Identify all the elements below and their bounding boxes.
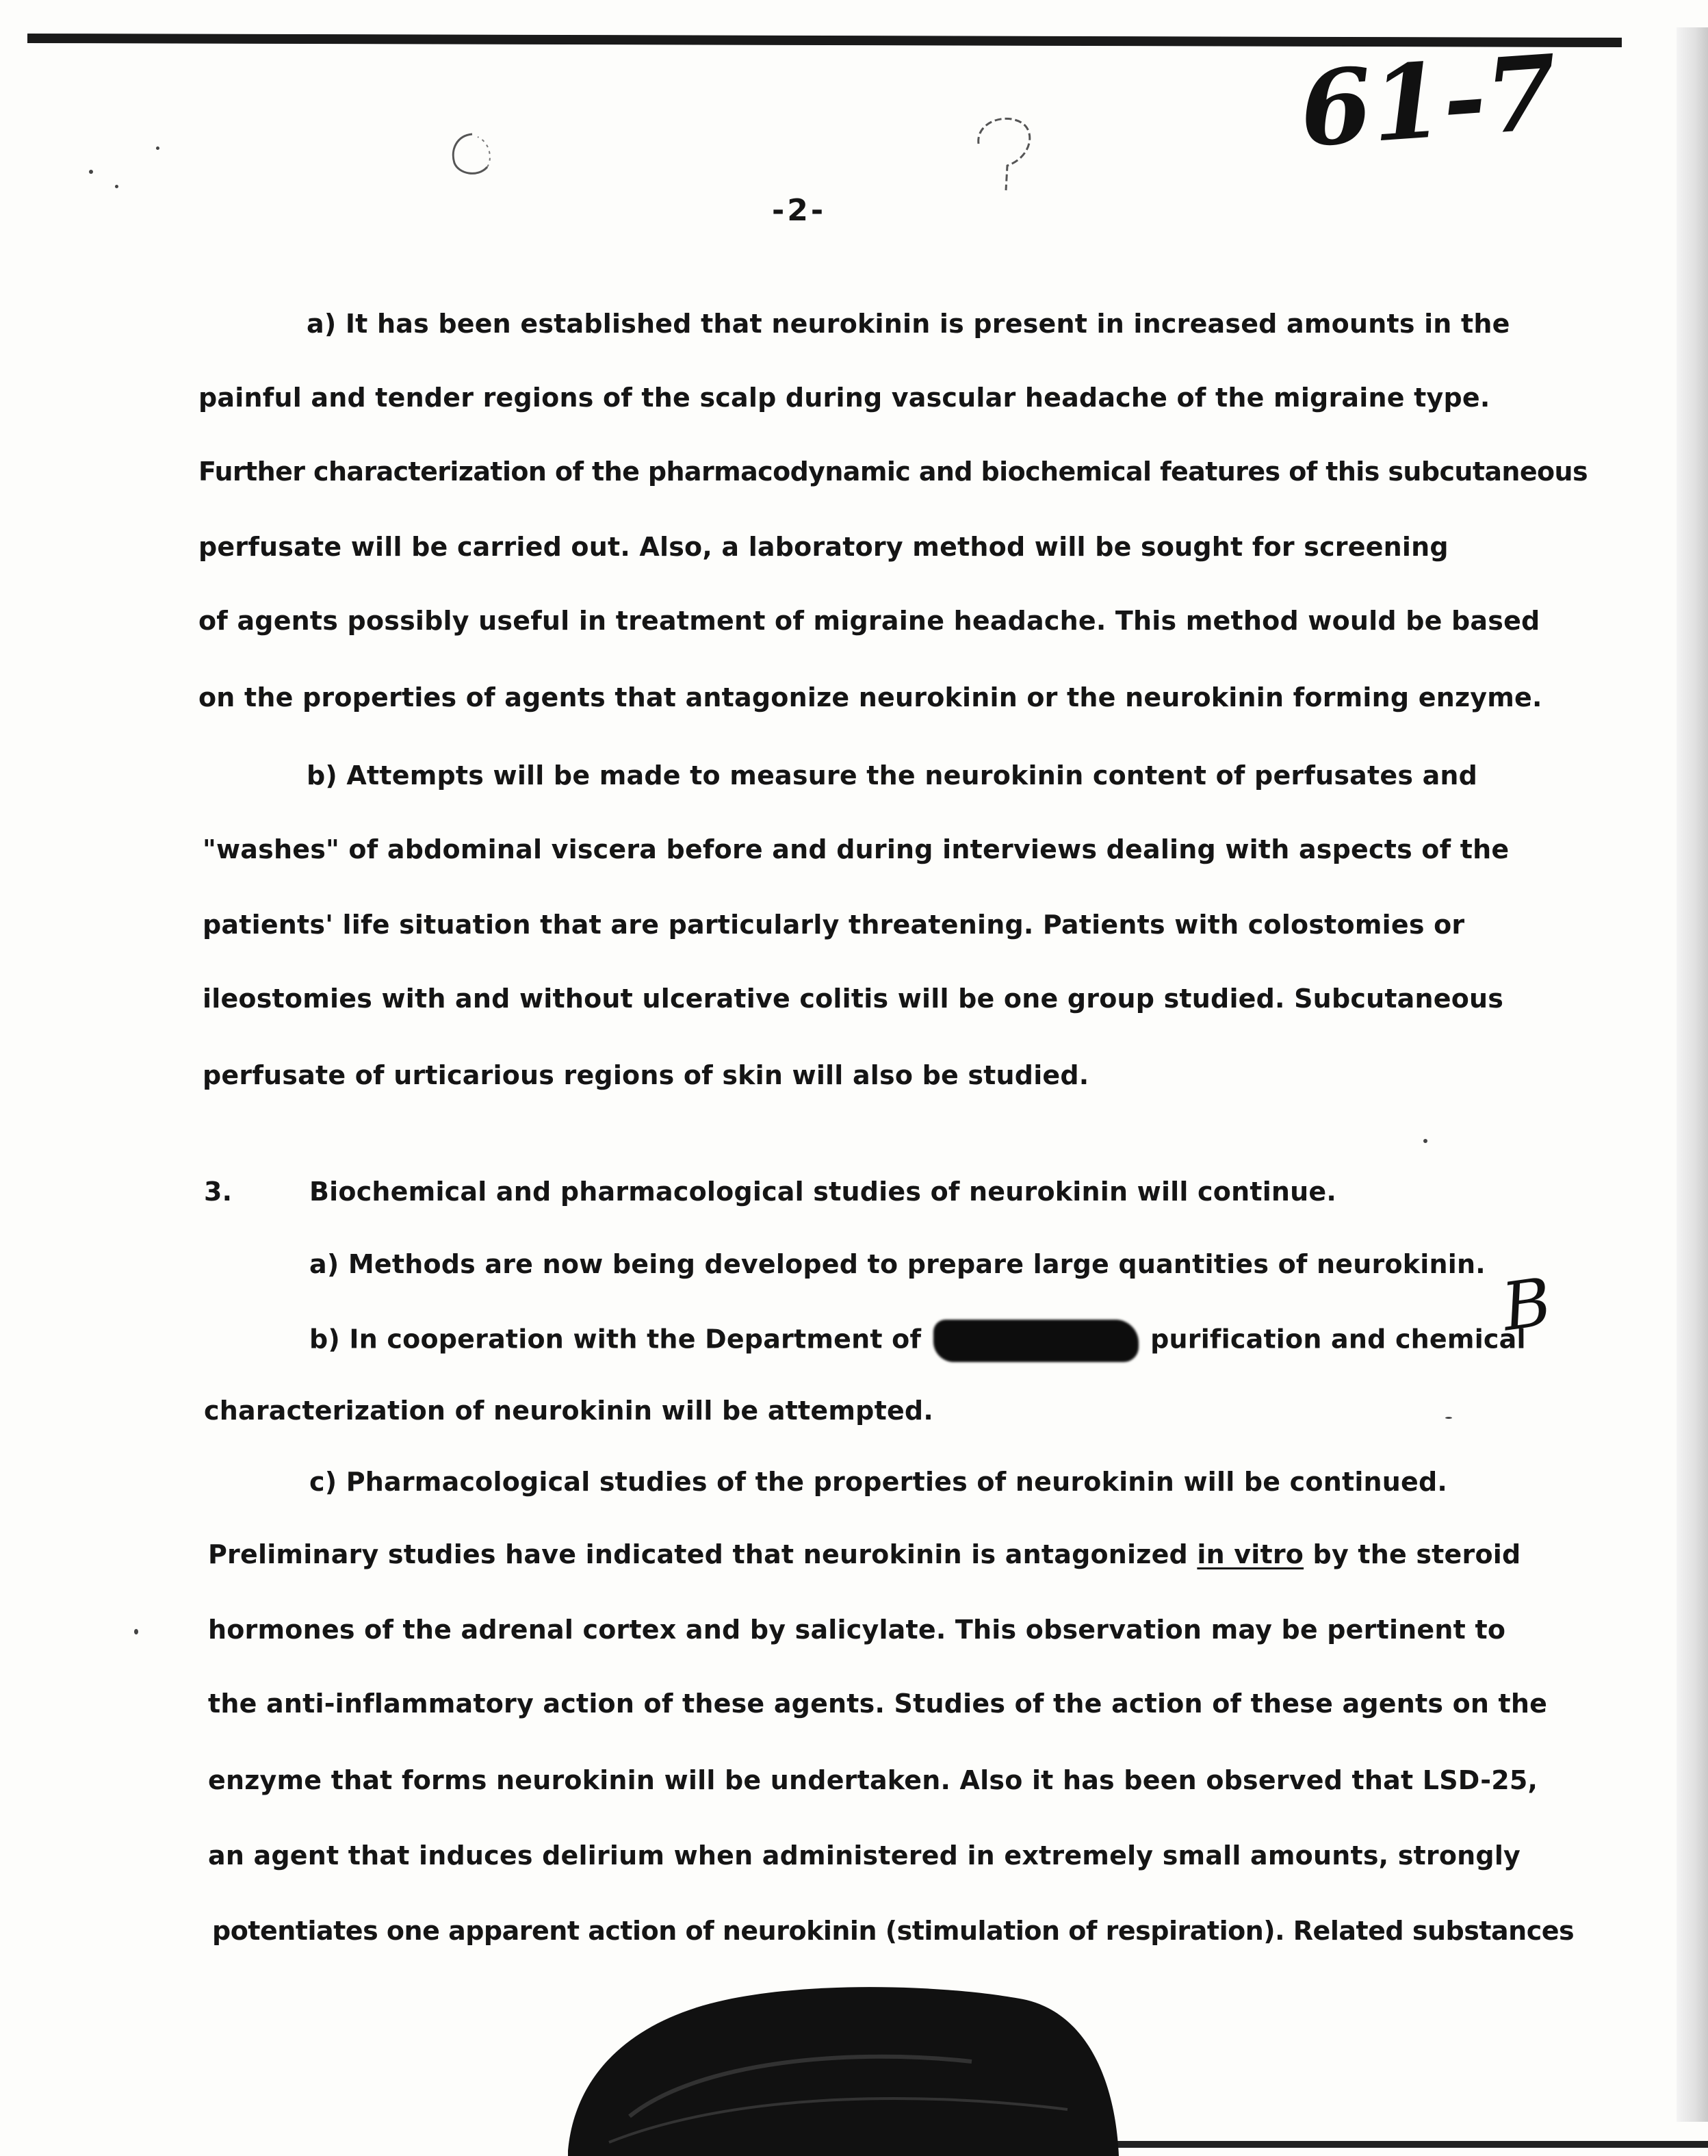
scan-speck: [156, 146, 159, 150]
punch-hole-mark: [445, 129, 500, 183]
text-line: an agent that induces delirium when administered in extremely small amounts, strongly: [208, 1840, 1521, 1871]
text-line: [309, 1320, 1526, 1362]
text-fragment: Preliminary studies have indicated that neurokinin is antagonized: [208, 1539, 1188, 1569]
text-line: patients' life situation that are particularly threatening. Patients with colostomies or: [203, 910, 1465, 940]
text-line: perfusate of urticarious regions of skin will also be studied.: [203, 1060, 1089, 1090]
bottom-redaction-smudge: [547, 1979, 1122, 2156]
page-number: -2-: [772, 193, 827, 228]
text-fragment: by the steroid: [1312, 1539, 1521, 1569]
text-line: Further characterization of the pharmacodynamic and biochemical features of this subcutaneous: [198, 457, 1588, 487]
scan-speck: [1423, 1139, 1427, 1143]
text-line: [208, 1537, 1521, 1571]
underlined-term: in vitro: [1197, 1539, 1304, 1569]
text-line: perfusate will be carried out. Also, a laboratory method will be sought for screening: [198, 532, 1449, 562]
handwritten-page-number: 61-7: [1296, 32, 1562, 170]
right-page-edge: [1677, 27, 1708, 2122]
section-heading: Biochemical and pharmacological studies of neurokinin will continue.: [309, 1177, 1337, 1207]
text-line: of agents possibly useful in treatment of migraine headache. This method would be based: [198, 606, 1540, 636]
text-line: hormones of the adrenal cortex and by salicylate. This observation may be pertinent to: [208, 1615, 1506, 1645]
section-number: 3.: [204, 1177, 233, 1207]
text-line: ileostomies with and without ulcerative colitis will be one group studied. Subcutaneous: [203, 984, 1504, 1014]
text-line: potentiates one apparent action of neurokinin (stimulation of respiration). Related substances: [212, 1916, 1575, 1946]
text-line: characterization of neurokinin will be attempted.: [204, 1396, 933, 1426]
scan-speck: [115, 185, 118, 188]
text-fragment: purification and chemical: [1150, 1324, 1526, 1355]
text-fragment: b) In cooperation with the Department of: [309, 1324, 922, 1355]
text-line: painful and tender regions of the scalp during vascular headache of the migraine type.: [198, 383, 1490, 413]
text-line: b) Attempts will be made to measure the neurokinin content of perfusates and: [307, 760, 1478, 791]
text-line: on the properties of agents that antagonize neurokinin or the neurokinin forming enzyme.: [198, 682, 1542, 713]
redaction-mark: [933, 1320, 1139, 1362]
text-line: c) Pharmacological studies of the properties of neurokinin will be continued.: [309, 1467, 1448, 1497]
text-line: enzyme that forms neurokinin will be undertaken. Also it has been observed that LSD-25,: [208, 1765, 1538, 1795]
text-line: a) Methods are now being developed to prepare large quantities of neurokinin.: [309, 1249, 1486, 1279]
punch-hole-mark: [965, 110, 1040, 198]
margin-handwritten-note: B: [1497, 1263, 1556, 1346]
text-line: a) It has been established that neurokinin is present in increased amounts in the: [307, 309, 1510, 339]
text-line: "washes" of abdominal viscera before and during interviews dealing with aspects of the: [203, 834, 1510, 864]
text-line: the anti-inflammatory action of these agents. Studies of the action of these agents on the: [208, 1689, 1548, 1719]
scan-speck: [89, 170, 93, 174]
scan-speck: [1445, 1417, 1452, 1419]
scan-speck: [134, 1629, 138, 1634]
